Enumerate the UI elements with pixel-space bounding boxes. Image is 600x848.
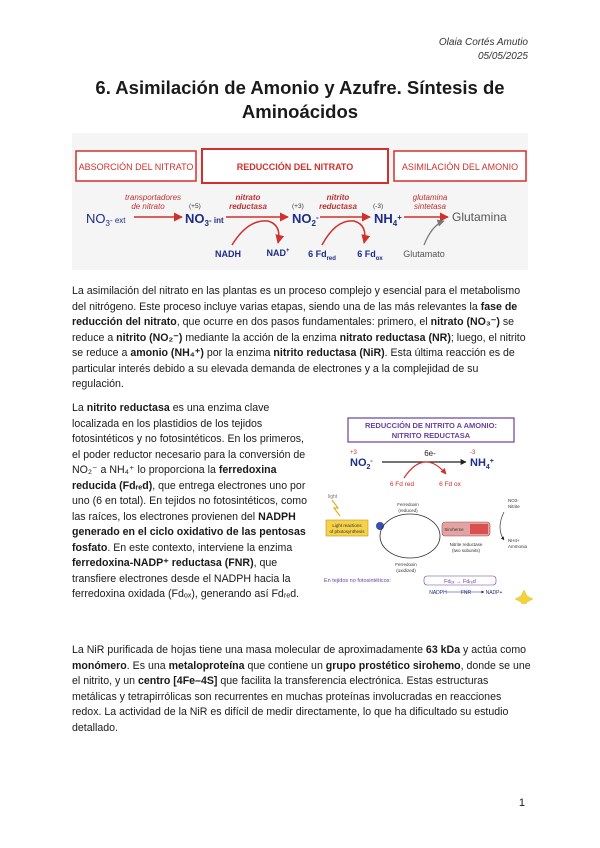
species-no2: $NO_2^-$ [292,211,319,228]
fig2-nadph: NADPH [429,590,447,596]
section-label-absorcion: ABSORCIÓN DEL NITRATO [78,162,194,172]
fig2-light-label: light [328,494,338,500]
cofactor-nadplus: NAD+ [266,248,290,258]
fig2-electrons: 6e- [424,449,436,458]
species-nh4: $NH_4^+$ [374,211,402,228]
fig2-electron-arc [404,462,446,478]
species-glutamina: Glutamina [452,210,507,224]
fig2-light-reactions-1: Light reactions [332,523,362,528]
paragraph-nir-structure: La NiR purificada de hojas tiene una masa molecular de aproximadamente 63 kDa y actúa como monómero. Es una metaloproteína que contiene un grupo prostético sirohemo, donde se une el nitrito, y un centro [4Fe–4S] que facilita la transferencia electrónica. Estas estructuras metálicas y tetrapirrólicas son recurrentes en muchas proteínas involucradas en reacciones redox. La actividad de la NiR es difícil de medir directamente, lo que ha dificultado su estudio detallado. [72,644,531,734]
enzyme2-line2: reductasa [229,202,267,211]
page-number: 1 [518,797,525,809]
species-no3-ext: $NO_3^{- ext}$ [86,211,126,228]
fig2-nadp: NADP+ [485,590,503,596]
fig2-enzyme-sublabel: (two subunits) [451,548,481,553]
fig2-nonfoto-text: En tejidos no fotosintéticos: [324,578,391,584]
fig2-side-no2-1: NO2- [508,498,519,503]
author: Olaia Cortés Amutio [438,37,528,48]
paragraph-nitrite-reductase: La nitrito reductasa es una enzima clave localizada en los plastidios de los tejidos fotosintéticos y no fotosintéticos. En los primeros, el poder reductor necesario para la conversión de NO₂⁻ a NH₄⁺ lo proporciona la ferredoxina reducida (Fdᵣₑd), que entrega electrones uno por uno (6 en total). En tejidos no fotosintéticos, como las raíces, los electrones provienen del NADPH generado en el ciclo oxidativo de las pentosas fosfato. En este contexto, interviene la enzima ferredoxina-NADP⁺ reductasa (FNR), que transfiere electrones desde el NADPH hacia la ferredoxina oxidada (Fdₒₓ), generando así Fdᵣₑd. [72,402,307,600]
fig2-fd-oxidized-1: Ferredoxin [395,562,417,567]
fig2-title-line2: NITRITO REDUCTASA [391,431,471,440]
page-title: 6. Asimilación de Amonio y Azufre. Síntesis de Aminoácidos [95,77,505,122]
ox-state-plus5: (+5) [189,203,201,210]
fig2-light-reactions-2: of photosynthesis [329,529,365,534]
fig2-cycle [380,514,440,558]
fig2-sparkle-icon [515,590,533,604]
cofactor-fd-ox: 6 $Fd_{ox}$ [357,249,383,262]
ox-state-minus3: (-3) [373,203,384,210]
fig2-fd-reduced-2: (reduced) [398,508,418,513]
ox-state-plus3: (+3) [292,203,304,210]
fig2-ox-nh4: -3 [470,450,476,456]
fig2-fd-red: 6 Fd red [389,481,415,488]
enzyme4-line1: glutamina [412,193,448,202]
header-meta [439,36,528,64]
enzyme1-line1: transportadores [124,193,182,202]
figure-nitrate-assimilation [72,133,528,270]
enzyme3-line1: nitrito [326,193,350,202]
enzyme3-line2: reductasa [319,202,357,211]
fig2-ox-no2: +3 [350,450,357,456]
species-no3-int: $NO_3^{- int}$ [185,211,224,228]
fig2-enzyme-box2 [470,524,488,534]
paragraph-intro: La asimilación del nitrato en las plantas es un proceso complejo y esencial para el metabolismo del nitrógeno. Este proceso incluye varias etapas, siendo una de las más relevantes la fase de reducción del nitrato, que ocurre en dos pasos fundamentales: primero, el nitrato (NO₃⁻) se reduce a nitrito (NO₂⁻) mediante la acción de la enzima nitrato reductasa (NR); luego, el nitrito se reduce a amonio (NH₄⁺) por la enzima nitrito reductasa (NiR). Esta última reacción es de particular interés debido a su elevada demanda de electrones y a la complejidad de su regulación. [72,285,526,390]
fig2-fnr: FNR [460,590,472,596]
fig2-side-arrow [500,512,504,540]
cofactor-fd-red: 6 $Fd_{red}$ [308,249,336,262]
fig2-enzyme-heme: Siroheme [444,527,464,532]
fig2-fd-oxidized-2: (oxidized) [396,568,416,573]
cofactor-nadh: NADH [215,249,241,259]
fig2-light-bolt-icon [332,500,340,516]
fig2-title-line1: REDUCCIÓN DE NITRITO A AMONIO: [365,421,497,430]
fig2-fd-ox: 6 Fd ox [439,481,461,488]
section-label-asimilacion: ASIMILACIÓN DEL AMONIO [401,162,519,172]
fig2-side-nh4-1: NH4+ [508,538,520,543]
fig2-side-nh4-2: Ammonia [508,544,528,549]
date: 05/05/2025 [477,51,528,62]
fig2-nh4: $NH_4^+$ [470,457,494,471]
fig2-no2: $NO_2^-$ [350,457,373,471]
section-label-reduccion: REDUCCIÓN DEL NITRATO [236,162,354,172]
fig2-side-no2-2: Nitrite [508,504,520,509]
enzyme4-line2: sintetasa [413,202,447,211]
fig2-fd-reduced-1: Ferredoxin [397,502,419,507]
figure-nitrite-reductase [320,412,538,604]
fig2-enzyme-label: Nitrite reductase [449,542,483,547]
enzyme1-line2: de nitrato [131,202,165,211]
fig2-nonfoto-highlight: Fdₒₓ → Fdᵣₑd [444,579,476,585]
enzyme2-line1: nitrato [235,193,261,202]
cofactor-glutamato: Glutamato [403,249,445,259]
